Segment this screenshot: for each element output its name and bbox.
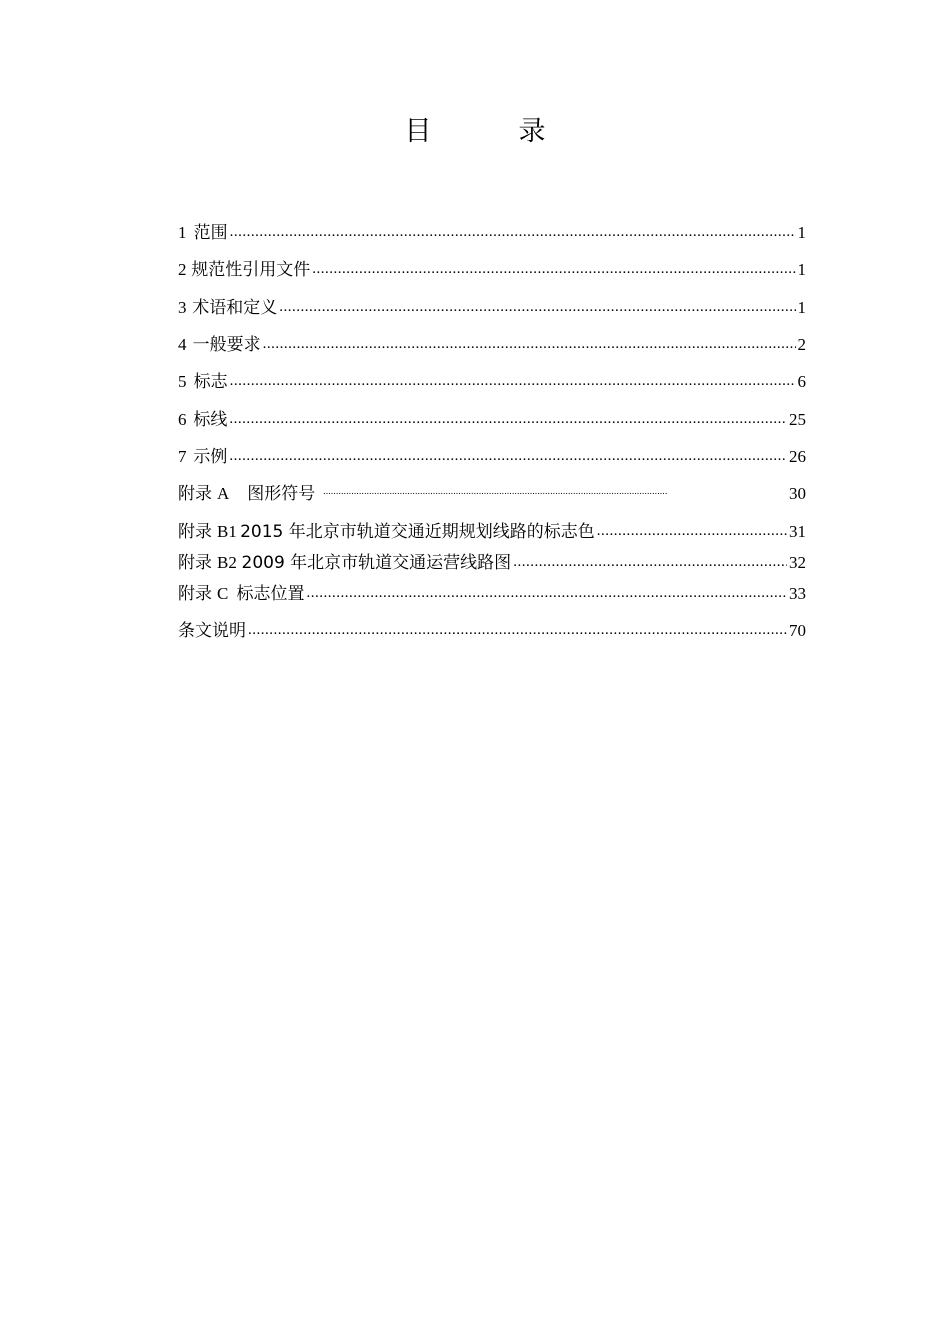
section-title: 标志 — [193, 372, 228, 392]
section-number: 6 — [178, 410, 187, 429]
page-number: 1 — [797, 260, 806, 279]
dot-leader — [230, 372, 796, 390]
page-number: 70 — [789, 621, 806, 640]
section-number: 2 — [178, 260, 187, 279]
toc-entry-normative-references[interactable] — [178, 257, 806, 281]
appendix-letter: B1 — [217, 522, 237, 541]
dot-leader — [229, 447, 787, 465]
section-number: 1 — [178, 223, 187, 242]
section-number: 4 — [178, 335, 187, 354]
toc-entry-scope[interactable] — [178, 220, 806, 244]
page-title: 目 录 — [404, 116, 576, 147]
dot-leader — [513, 553, 787, 571]
page-number: 26 — [789, 447, 806, 466]
section-title: 条文说明 — [178, 621, 246, 641]
dot-leader — [307, 584, 787, 602]
appendix-letter: B2 — [217, 553, 237, 572]
dot-leader — [248, 621, 787, 639]
page-number: 32 — [789, 553, 806, 572]
page-number: 2 — [797, 335, 806, 354]
appendix-title: 2015 年北京市轨道交通近期规划线路的标志色 — [240, 522, 595, 542]
dot-leader — [229, 410, 787, 428]
appendix-letter: C — [217, 584, 229, 603]
page-number: 25 — [789, 410, 806, 429]
page-number: 1 — [797, 223, 806, 242]
section-title: 术语和定义 — [192, 298, 278, 318]
dot-leader — [263, 335, 796, 353]
appendix-prefix: 附录 — [178, 522, 212, 542]
section-title: 规范性引用文件 — [191, 260, 311, 280]
appendix-title: 标志位置 — [236, 584, 305, 604]
dot-leader — [312, 260, 795, 278]
appendix-title: 2009 年北京市轨道交通运营线路图 — [241, 553, 512, 573]
dot-leader — [597, 522, 787, 540]
toc-entry-examples[interactable] — [178, 444, 806, 468]
appendix-prefix: 附录 — [178, 484, 212, 504]
toc-entry-signs[interactable] — [178, 369, 806, 393]
toc-entry-appendix-c[interactable] — [178, 581, 806, 605]
page-number: 6 — [797, 372, 806, 391]
page-number: 1 — [797, 298, 806, 317]
toc-entry-general-requirements[interactable] — [178, 332, 806, 356]
dot-leader — [279, 298, 795, 316]
toc-entry-appendix-b1[interactable] — [178, 519, 806, 543]
dot-leader — [230, 223, 796, 241]
page-number: 30 — [789, 484, 806, 503]
section-title: 一般要求 — [192, 335, 261, 355]
section-number: 7 — [178, 447, 187, 466]
appendix-prefix: 附录 — [178, 553, 212, 573]
page-number: 33 — [789, 584, 806, 603]
section-number: 5 — [178, 372, 187, 391]
page-number: 31 — [789, 522, 806, 541]
section-title: 范围 — [193, 223, 228, 243]
appendix-title: 图形符号 — [247, 484, 316, 504]
toc-entry-appendix-b2[interactable] — [178, 550, 806, 574]
appendix-letter: A — [217, 484, 230, 503]
section-title: 示例 — [193, 447, 228, 467]
section-title: 标线 — [193, 410, 228, 430]
section-number: 3 — [178, 298, 187, 317]
toc-entry-terms-definitions[interactable] — [178, 295, 806, 319]
toc-entry-appendix-a[interactable] — [178, 481, 806, 505]
dot-leader — [323, 482, 667, 500]
appendix-prefix: 附录 — [178, 584, 212, 604]
toc-entry-markings[interactable] — [178, 407, 806, 431]
toc-entry-explanation[interactable] — [178, 618, 806, 642]
